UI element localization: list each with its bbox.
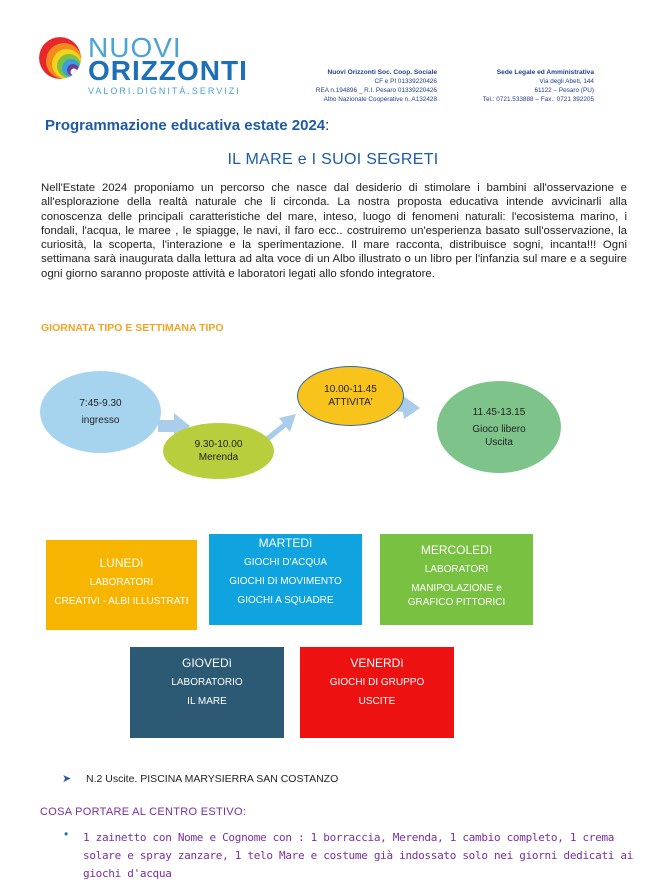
week-box-martedi: MARTEDì GIOCHI D'ACQUA GIOCHI DI MOVIMENTO GIOCHI A SQUADRE	[209, 534, 362, 625]
coop-info: Nuovi Orizzonti Soc. Coop. Sociale CF e PI 01339220426 REA n.194896 _ R.I. Pesaro 01339220426 Albo Nazionale Cooperative n. A132428	[315, 69, 437, 103]
page-title: Programmazione educativa estate 2024:	[45, 117, 330, 134]
rainbow-logo-icon	[38, 36, 88, 80]
arrow-icon	[264, 414, 296, 442]
bring-text: 1 zainetto con Nome e Cognome con : 1 borraccia, Merenda, 1 cambio completo, 1 crema solare e spray zanzare, 1 telo Mare e costume già indossato solo nei giorni dedicati ai giochi d'acqua	[83, 831, 634, 880]
outings-text: N.2 Uscite. PISCINA MARYSIERRA SAN COSTANZO	[86, 773, 339, 785]
office-info: Sede Legale ed Amministrativa Via degli Abeti, 144 61122 – Pesaro (PU) Tel.: 0721.533888 – Fax.: 0721 392205	[482, 69, 594, 103]
week-box-giovedi: GIOVEDì LABORATORIO IL MARE	[130, 647, 284, 738]
timeline-ingresso: 7:45-9.30 ingresso	[40, 371, 161, 453]
week-box-lunedi: LUNEDì LABORATORI CREATIVI - ALBI ILLUSTRATI	[46, 540, 197, 630]
timeline-merenda: 9.30-10.00 Merenda	[163, 423, 274, 479]
week-box-venerdi: VENERDì GIOCHI DI GRUPPO USCITE	[300, 647, 454, 738]
logo-tagline: VALORI.DIGNITÀ.SERVIZI	[88, 86, 241, 96]
page-subtitle: IL MARE e I SUOI SEGRETI	[227, 151, 439, 168]
bullet-dot-icon: •	[64, 827, 69, 841]
logo-orizzonti: ORIZZONTI	[88, 55, 248, 86]
logo-nuovi: NUOVI	[88, 32, 182, 63]
timeline-gioco-libero: 11.45-13.15 Gioco libero Uscita	[437, 381, 561, 473]
timeline-attivita: 10.00-11.45 ATTIVITA'	[297, 366, 404, 426]
intro-paragraph: Nell'Estate 2024 proponiamo un percorso che nasce dal desiderio di stimolare i bambini all'osservazione e all'esplorazione della realtà naturale che li circonda. La nostra proposta educativa intende avvicinarli alla conoscenza delle principali caratteristiche del mare, inteso, luogo di fenomeni naturali: l'ecosistema marino, i fondali, l'acqua, le maree , le spiagge, le navi, il faro ecc.. costruiremo un'esperienza basato sull'osservazione, la curiosità, la scoperta, l'interazione e la sperimentazione. Il mare racconta, distribuisce sogni, incanta!!! Ogni settimana sarà inaugurata dalla lettura ad alta voce di un Albo illustrato o un libro per l'infanzia sul mare e a seguire ogni giorno saranno proposte attività e laboratori legati allo sfondo integratore.	[41, 182, 627, 280]
week-box-mercoledi: MERCOLEDì LABORATORI MANIPOLAZIONE e GRAFICO PITTORICI	[380, 534, 533, 625]
section-title: GIORNATA TIPO E SETTIMANA TIPO	[41, 322, 224, 334]
bring-title: COSA PORTARE AL CENTRO ESTIVO:	[40, 806, 247, 818]
arrow-bullet-icon: ➤	[62, 773, 72, 785]
